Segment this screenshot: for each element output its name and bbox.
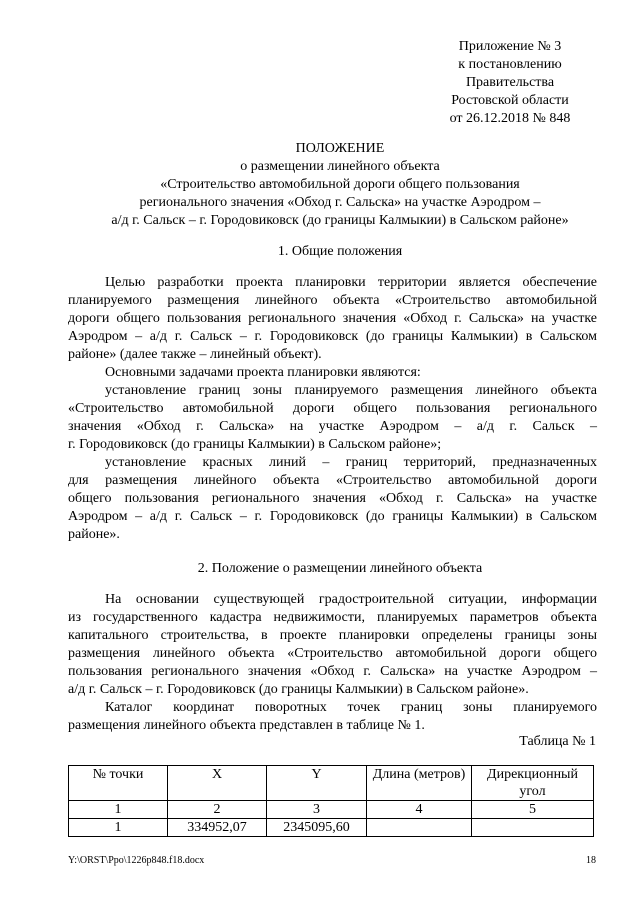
header-cell: Длина (метров) <box>367 766 472 801</box>
section-1-heading: 1. Общие положения <box>277 244 403 259</box>
section-1-paragraph-3 <box>68 382 597 454</box>
section-2-paragraph-1 <box>68 591 597 699</box>
document-title <box>40 140 640 230</box>
section-2-heading: 2. Положение о размещении линейного объекта <box>197 561 483 576</box>
table-cell: 334952,07 <box>168 819 267 837</box>
appendix-header <box>380 38 640 128</box>
numbering-cell: 3 <box>267 801 367 819</box>
text-line: размещения линейного объекта представлен в таблице № 1. <box>68 718 425 733</box>
table-numbering-row <box>69 801 594 819</box>
appendix-line: Правительства <box>465 75 555 90</box>
numbering-cell: 2 <box>168 801 267 819</box>
section-1-paragraph-1 <box>68 274 597 364</box>
text-line: Аэродром – а/д г. Сальск – г. Городовиковск (до границы Калмыкии) в Сальском <box>68 329 597 344</box>
section-1-paragraph-4 <box>68 454 597 544</box>
table-cell: 1 <box>69 819 168 837</box>
file-path-footer: Y:\ORST\Ppo\1226p848.f18.docx <box>68 855 205 866</box>
header-cell: Дирекционный угол <box>472 766 594 801</box>
text-line: планируемого размещения линейного объекта «Строительство автомобильной <box>68 293 597 308</box>
appendix-line: Ростовской области <box>451 93 569 108</box>
title-line: ПОЛОЖЕНИЕ <box>295 141 385 156</box>
text-line: Аэродром – а/д г. Сальск – г. Городовиковск (до границы Калмыкии) в Сальском <box>68 509 597 524</box>
appendix-line: от 26.12.2018 № 848 <box>449 111 571 126</box>
appendix-line: к постановлению <box>458 57 562 72</box>
text-line: Каталог координат поворотных точек границ зоны планируемого <box>105 700 597 715</box>
text-line: Целью разработки проекта планировки территории является обеспечение <box>105 275 597 290</box>
text-line: установление границ зоны планируемого размещения линейного объекта <box>105 383 597 398</box>
numbering-cell: 1 <box>69 801 168 819</box>
text-line: г. Городовиковск (до границы Калмыкии) в Сальском районе»; <box>68 437 442 452</box>
text-line: пользования регионального значения «Обход г. Сальска» на участке Аэродром – <box>68 664 597 679</box>
text-line: установление красных линий – границ территорий, предназначенных <box>105 455 597 470</box>
header-cell: № точки <box>69 766 168 801</box>
table-cell <box>472 819 594 837</box>
text-line: значения «Обход г. Сальска» на участке Аэродром – а/д г. Сальск – <box>68 419 597 434</box>
text-line: «Строительство автомобильной дороги общего пользования регионального <box>68 401 597 416</box>
header-cell: Y <box>267 766 367 801</box>
numbering-cell: 5 <box>472 801 594 819</box>
table-cell: 2345095,60 <box>267 819 367 837</box>
page-number: 18 <box>586 855 596 866</box>
text-line: для размещения линейного объекта «Строительство автомобильной дороги <box>68 473 597 488</box>
text-line: На основании существующей градостроительной ситуации, информации <box>105 592 597 607</box>
numbering-cell: 4 <box>367 801 472 819</box>
title-line: «Строительство автомобильной дороги общего пользования <box>160 177 520 192</box>
text-line: общего пользования регионального значения «Обход г. Сальска» на участке <box>68 491 597 506</box>
coordinates-table <box>68 765 594 837</box>
appendix-line: Приложение № 3 <box>458 39 562 54</box>
header-cell: X <box>168 766 267 801</box>
text-line: дороги общего пользования регионального значения «Обход г. Сальска» на участке <box>68 311 597 326</box>
text-line: размещения линейного объекта «Строительство автомобильной дороги общего <box>68 646 597 661</box>
text-line: Основными задачами проекта планировки являются: <box>105 365 421 380</box>
table-header-row <box>69 766 594 801</box>
title-line: а/д г. Сальск – г. Городовиковск (до границы Калмыкии) в Сальском районе» <box>111 213 569 228</box>
table-caption: Таблица № 1 <box>519 734 596 749</box>
section-2-paragraph-2 <box>68 699 597 735</box>
text-line: из государственного кадастра недвижимости, планируемых параметров объекта <box>68 610 597 625</box>
text-line: районе» (далее также – линейный объект). <box>68 347 322 362</box>
section-1-paragraph-2 <box>68 364 597 382</box>
table-cell <box>367 819 472 837</box>
text-line: а/д г. Сальск – г. Городовиковск (до границы Калмыкии) в Сальском районе». <box>68 682 529 697</box>
text-line: районе». <box>68 527 120 542</box>
title-line: о размещении линейного объекта <box>240 159 440 174</box>
table-row <box>69 819 594 837</box>
text-line: капитального строительства, в проекте планировки определены границы зоны <box>68 628 597 643</box>
title-line: регионального значения «Обход г. Сальска» на участке Аэродром – <box>139 195 541 210</box>
